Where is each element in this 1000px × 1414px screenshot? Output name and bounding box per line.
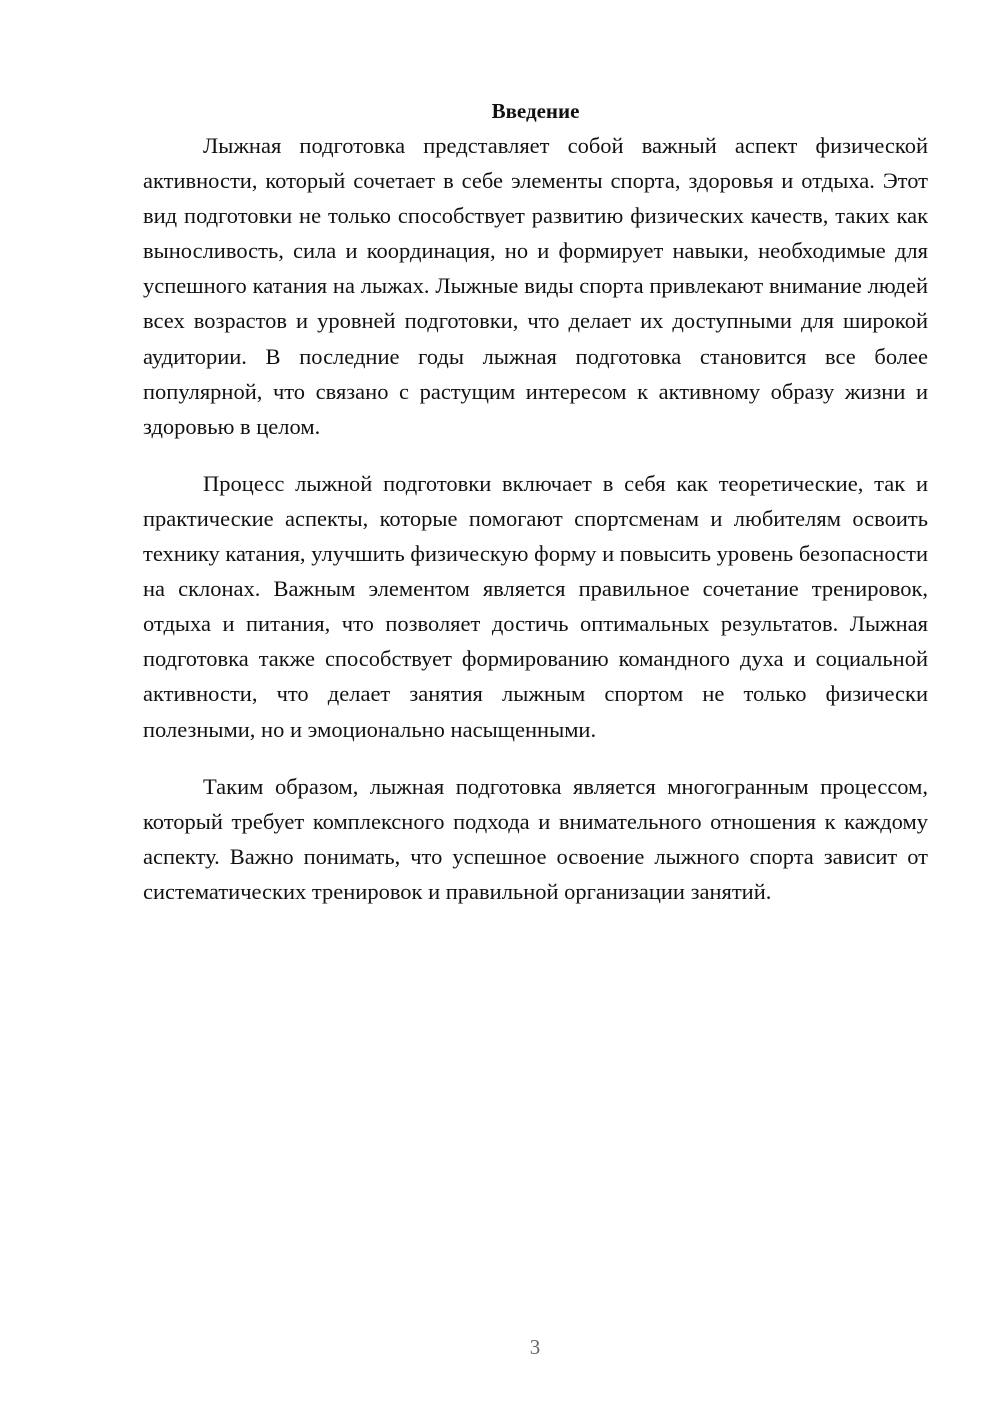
page-content bbox=[143, 96, 928, 909]
paragraph-1: Лыжная подготовка представляет собой важный аспект физической активности, который сочетает в себе элементы спорта, здоровья и отдыха. Этот вид подготовки не только способствует развитию физических качеств, таких как выносливость, сила и координация, но и формирует навыки, необходимые для успешного катания на лыжах. Лыжные виды спорта привлекают внимание людей всех возрастов и уровней подготовки, что делает их доступными для широкой аудитории. В последние годы лыжная подготовка становится все более популярной, что связано с растущим интересом к активному образу жизни и здоровью в целом. bbox=[143, 133, 928, 439]
paragraph-3: Таким образом, лыжная подготовка является многогранным процессом, который требует комплексного подхода и внимательного отношения к каждому аспекту. Важно понимать, что успешное освоение лыжного спорта зависит от систематических тренировок и правильной организации занятий. bbox=[143, 773, 928, 904]
paragraph-2: Процесс лыжной подготовки включает в себя как теоретические, так и практические аспекты, которые помогают спортсменам и любителям освоить технику катания, улучшить физическую форму и повысить уровень безопасности на склонах. Важным элементом является правильное сочетание тренировок, отдыха и питания, что позволяет достичь оптимальных результатов. Лыжная подготовка также способствует формированию командного духа и социальной активности, что делает занятия лыжным спортом не только физически полезными, но и эмоционально насыщенными. bbox=[143, 470, 928, 742]
section-title: Введение bbox=[491, 99, 580, 123]
page-number: 3 bbox=[529, 1335, 541, 1359]
